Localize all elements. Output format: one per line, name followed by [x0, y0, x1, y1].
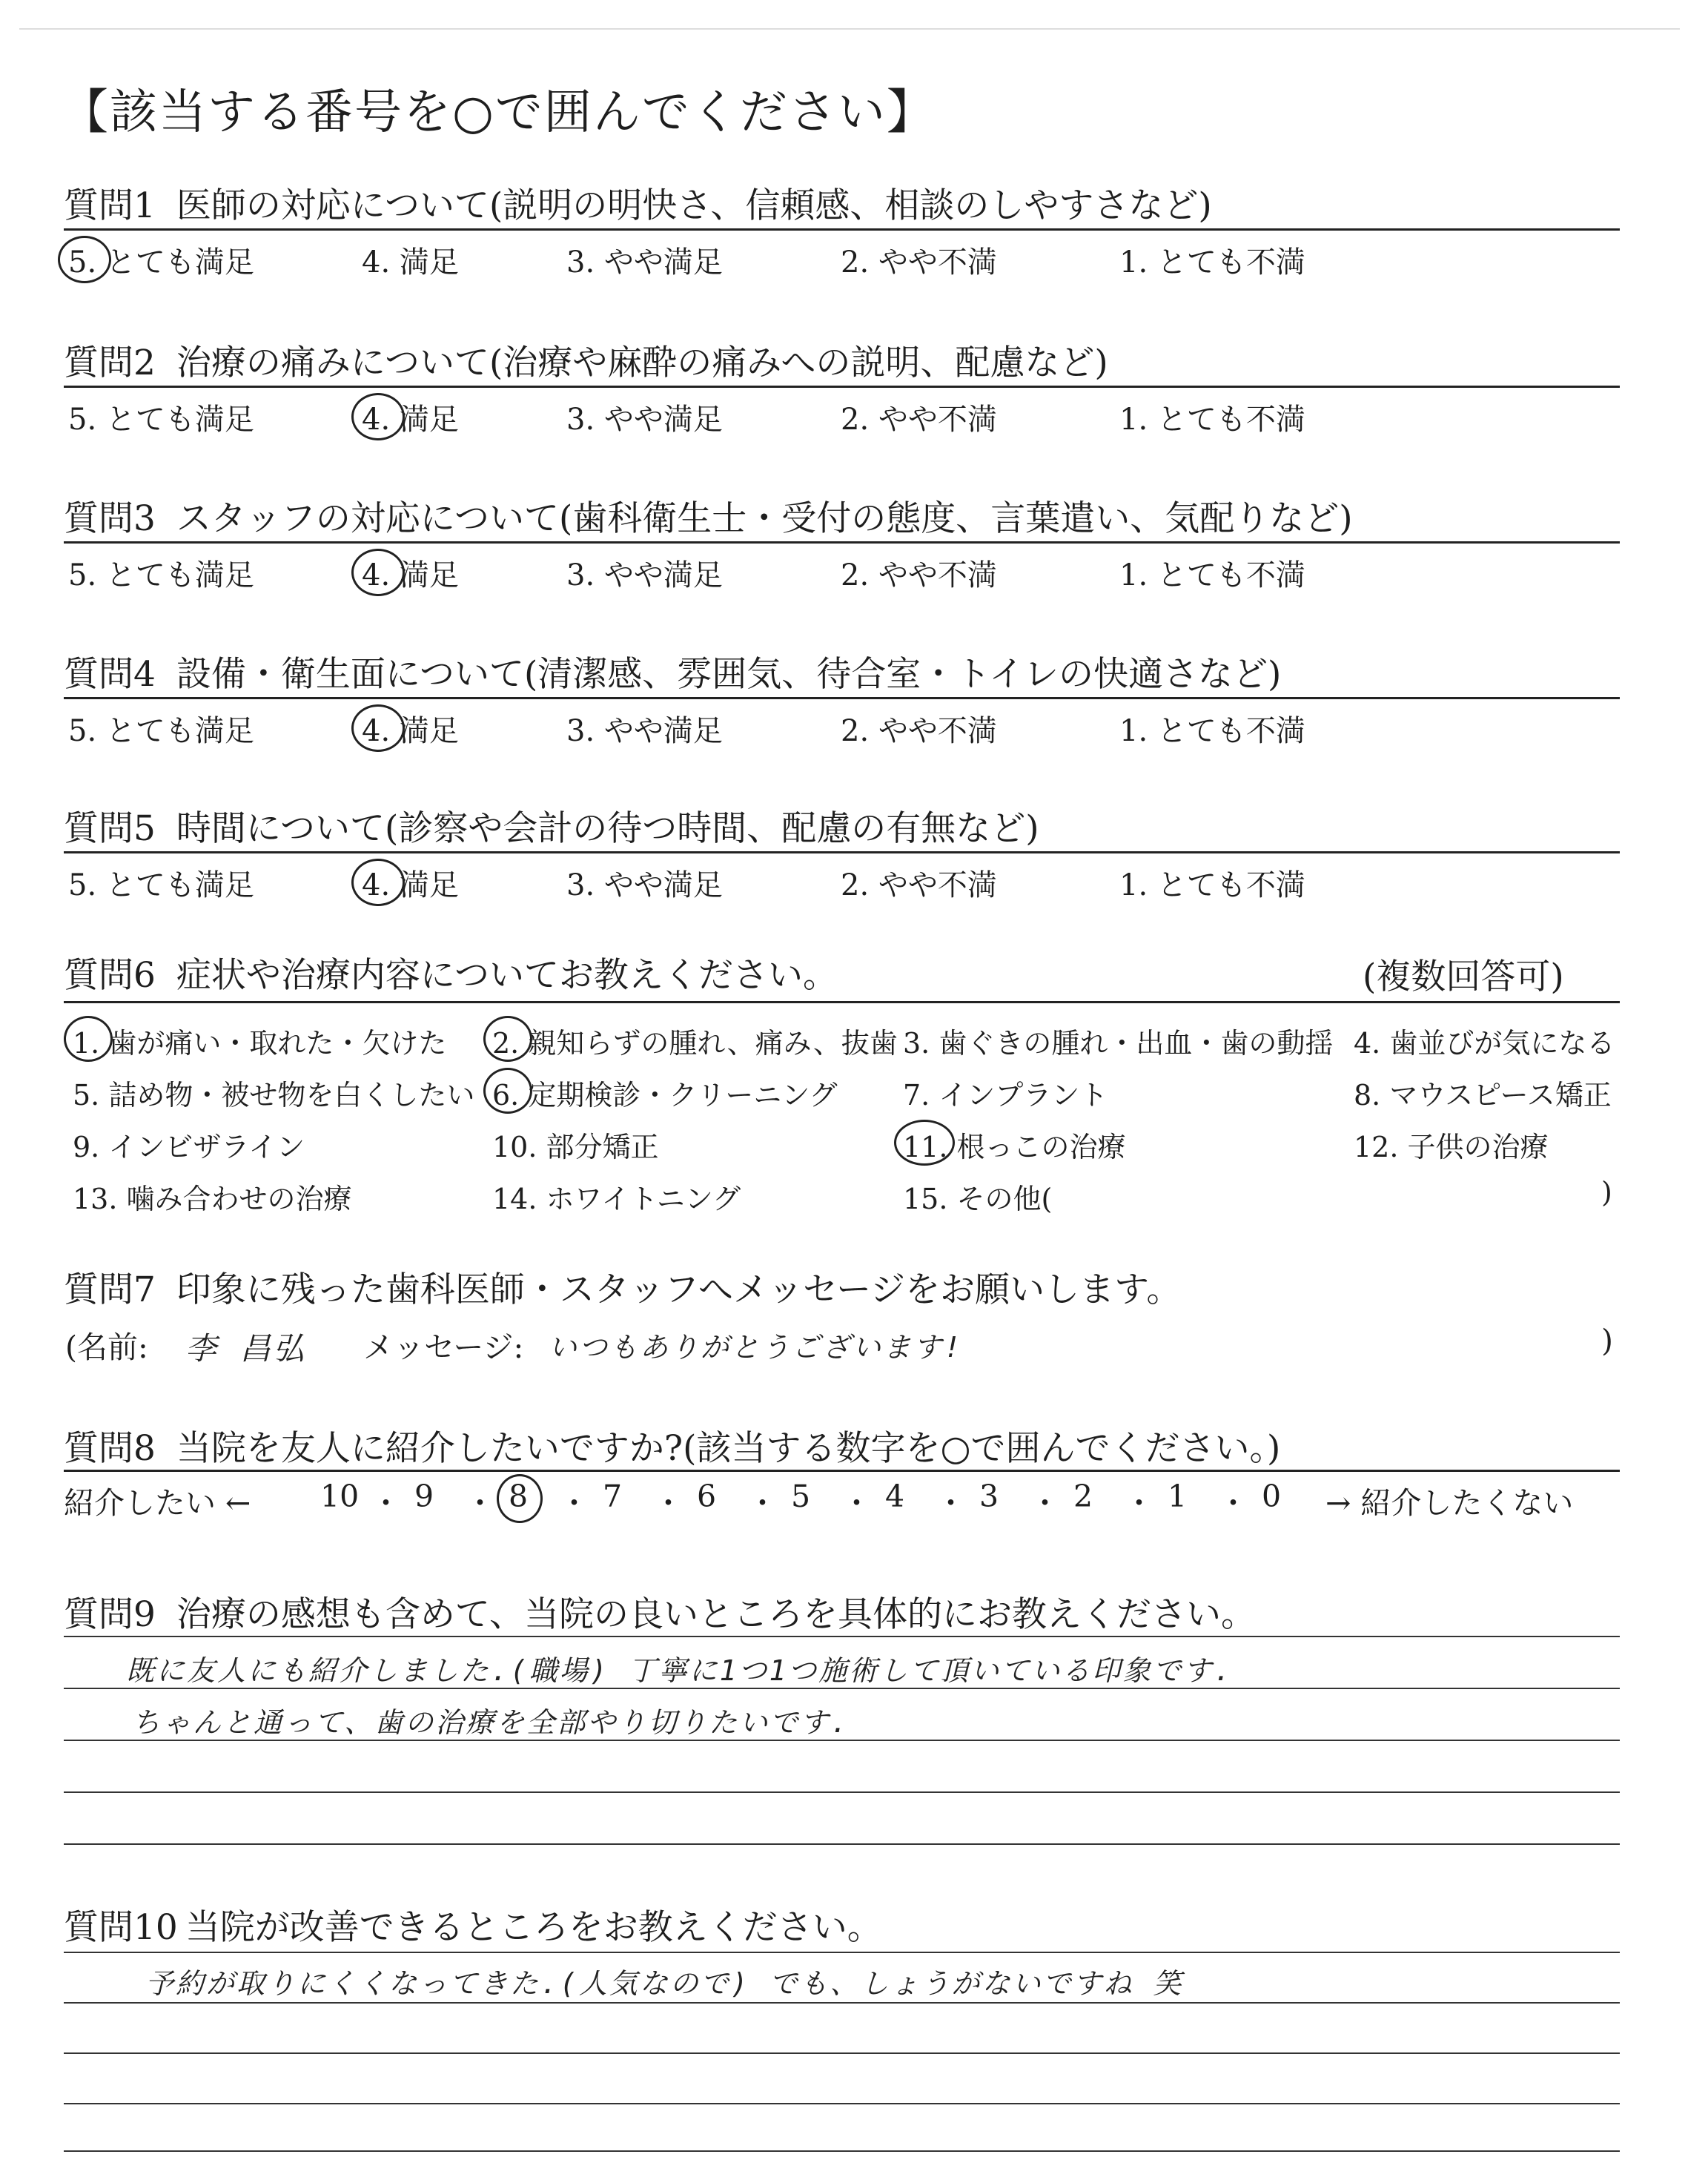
q2-text: 治療の痛みについて(治療や麻酔の痛みへの説明、配慮など): [176, 343, 1108, 383]
q4-option[interactable]: 2. やや不満: [841, 714, 997, 748]
q1-title: [64, 178, 1212, 228]
q6-option[interactable]: 5. 詰め物・被せ物を白くしたい: [73, 1079, 475, 1112]
q1-option[interactable]: 5. とても満足: [68, 245, 254, 280]
q10-line-rule: [64, 2002, 1620, 2004]
q3-option[interactable]: 4. 満足: [362, 558, 459, 592]
q5-rule: [64, 851, 1620, 853]
q6-option[interactable]: 2. 親知らずの腫れ、痛み、抜歯: [492, 1027, 898, 1060]
q8-scale-separator: ・: [1124, 1485, 1154, 1521]
q6-option[interactable]: 11. 根っこの治療: [903, 1131, 1126, 1163]
q3-rule: [64, 541, 1620, 544]
q10-line-rule: [64, 2150, 1620, 2152]
q8-scale-separator: ・: [936, 1485, 966, 1521]
q8-scale-separator: ・: [465, 1485, 495, 1521]
q9-title: [64, 1587, 1256, 1636]
q8-text: 当院を友人に紹介したいですか?(該当する数字を○で囲んでください。): [176, 1428, 1281, 1469]
selection-circle-mark: [351, 704, 405, 752]
selection-circle-mark: [497, 1474, 543, 1523]
q8-scale-value[interactable]: 10: [320, 1479, 360, 1514]
q6-option[interactable]: 10. 部分矯正: [492, 1131, 659, 1163]
q5-option[interactable]: 1. とても不満: [1119, 868, 1305, 902]
page-heading: 【該当する番号を○で囲んでください】: [61, 85, 936, 140]
q8-scale-value[interactable]: 7: [603, 1479, 623, 1514]
q5-option[interactable]: 4. 満足: [362, 868, 459, 902]
q10-answer-line[interactable]: 予約が取りにくくなってきた.(人気なので) でも、しょうがないですね 笑: [145, 1967, 1184, 2000]
q8-number: 質問8: [64, 1428, 156, 1469]
q4-number: 質問4: [64, 654, 156, 695]
q1-option[interactable]: 2. やや不満: [841, 245, 997, 280]
q3-option[interactable]: 1. とても不満: [1119, 558, 1305, 592]
q3-text: スタッフの対応について(歯科衛生士・受付の態度、言葉遣い、気配りなど): [176, 498, 1353, 539]
q10-line-rule: [64, 1952, 1620, 1953]
q8-scale-separator: ・: [841, 1485, 872, 1521]
q8-right-label: → 紹介したくない: [1325, 1485, 1574, 1521]
q8-rule: [64, 1470, 1620, 1472]
q10-number: 質問10: [64, 1907, 178, 1948]
q6-option[interactable]: 13. 噛み合わせの治療: [73, 1183, 352, 1215]
selection-circle-mark: [64, 1016, 113, 1062]
q4-rule: [64, 697, 1620, 699]
q2-option[interactable]: 1. とても不満: [1119, 403, 1305, 437]
selection-circle-mark: [58, 236, 111, 283]
q6-title: [64, 948, 838, 997]
q8-scale-value[interactable]: 5: [791, 1479, 811, 1514]
q10-line-rule: [64, 2052, 1620, 2054]
q2-option[interactable]: 2. やや不満: [841, 403, 997, 437]
q7-name-label: (名前:: [65, 1330, 148, 1365]
q9-answer-line[interactable]: ちゃんと通って、歯の治療を全部やり切りたいです.: [132, 1706, 850, 1739]
q8-scale-separator: ・: [1218, 1485, 1248, 1521]
q5-number: 質問5: [64, 808, 156, 849]
q6-option[interactable]: 9. インビザライン: [73, 1131, 305, 1163]
q9-line-rule: [64, 1636, 1620, 1637]
q5-option[interactable]: 5. とても満足: [68, 868, 254, 902]
q8-scale-value[interactable]: 3: [979, 1479, 999, 1514]
q1-number: 質問1: [64, 185, 156, 226]
q10-line-rule: [64, 2103, 1620, 2104]
q8-scale-value[interactable]: 9: [414, 1479, 434, 1514]
q2-number: 質問2: [64, 343, 156, 383]
q3-title: [64, 491, 1353, 541]
q5-text: 時間について(診察や会計の待つ時間、配慮の有無など): [176, 808, 1039, 849]
q8-left-label: 紹介したい ←: [64, 1485, 251, 1521]
selection-circle-mark: [483, 1068, 532, 1114]
q1-option[interactable]: 3. やや満足: [566, 245, 723, 280]
q8-scale-separator: ・: [747, 1485, 778, 1521]
q3-option[interactable]: 2. やや不満: [841, 558, 997, 592]
q6-option[interactable]: 7. インプラント: [903, 1079, 1108, 1112]
q8-scale-separator: ・: [559, 1485, 589, 1521]
q4-text: 設備・衛生面について(清潔感、雰囲気、待合室・トイレの快適さなど): [176, 654, 1282, 695]
page-top-edge: [19, 28, 1680, 30]
q6-option[interactable]: 8. マウスピース矯正: [1354, 1079, 1612, 1112]
q2-rule: [64, 386, 1620, 388]
q4-option[interactable]: 4. 満足: [362, 714, 459, 748]
q2-title: [64, 335, 1108, 385]
q6-option[interactable]: 6. 定期検診・クリーニング: [492, 1079, 838, 1112]
q9-text: 治療の感想も含めて、当院の良いところを具体的にお教えください。: [176, 1594, 1256, 1635]
q7-close-paren: ): [1601, 1323, 1613, 1358]
q8-scale-separator: ・: [1030, 1485, 1060, 1521]
selection-circle-mark: [351, 549, 405, 596]
q9-number: 質問9: [64, 1594, 156, 1635]
q3-option[interactable]: 3. やや満足: [566, 558, 723, 592]
q5-option[interactable]: 3. やや満足: [566, 868, 723, 902]
q3-option[interactable]: 5. とても満足: [68, 558, 254, 592]
q7-name-value[interactable]: 李 昌弘: [185, 1330, 307, 1367]
q6-option: ): [1601, 1176, 1612, 1209]
q7-title: [64, 1262, 1181, 1312]
q6-option[interactable]: 12. 子供の治療: [1354, 1131, 1549, 1163]
q9-line-rule: [64, 1843, 1620, 1845]
q10-title: [64, 1900, 882, 1949]
q4-option[interactable]: 5. とても満足: [68, 714, 254, 748]
q8-scale-separator: ・: [653, 1485, 683, 1521]
q6-option[interactable]: 14. ホワイトニング: [492, 1183, 741, 1215]
q4-option[interactable]: 1. とても不満: [1119, 714, 1305, 748]
q6-note: (複数回答可): [1363, 957, 1564, 997]
q2-option[interactable]: 4. 満足: [362, 403, 459, 437]
q6-option[interactable]: 4. 歯並びが気になる: [1354, 1027, 1615, 1060]
selection-circle-mark: [351, 859, 405, 906]
q3-number: 質問3: [64, 498, 156, 539]
q8-scale-value[interactable]: 6: [697, 1479, 717, 1514]
q5-option[interactable]: 2. やや不満: [841, 868, 997, 902]
q6-text: 症状や治療内容についてお教えください。: [176, 955, 838, 996]
q8-scale-separator: ・: [371, 1485, 401, 1521]
q7-number: 質問7: [64, 1269, 156, 1310]
q1-text: 医師の対応について(説明の明快さ、信頼感、相談のしやすさなど): [176, 185, 1212, 226]
q7-text: 印象に残った歯科医師・スタッフへメッセージをお願いします。: [176, 1269, 1182, 1310]
q6-option[interactable]: 15. その他(: [903, 1183, 1053, 1215]
selection-circle-mark: [351, 393, 405, 440]
q8-title: [64, 1421, 1280, 1470]
q7-message-label: メッセージ:: [363, 1330, 524, 1365]
q6-option[interactable]: 1. 歯が痛い・取れた・欠けた: [73, 1027, 447, 1060]
q2-option[interactable]: 3. やや満足: [566, 403, 723, 437]
selection-circle-mark: [483, 1016, 532, 1062]
q1-option[interactable]: 4. 満足: [362, 245, 459, 280]
q9-line-rule: [64, 1791, 1620, 1793]
q5-title: [64, 801, 1039, 851]
q4-option[interactable]: 3. やや満足: [566, 714, 723, 748]
q8-scale-value[interactable]: 8: [509, 1479, 529, 1514]
q9-answer-line[interactable]: 既に友人にも紹介しました.(職場) 丁寧に1つ1つ施術して頂いている印象です.: [126, 1654, 1234, 1687]
q8-scale-value[interactable]: 0: [1262, 1479, 1282, 1514]
selection-circle-mark: [894, 1120, 955, 1166]
q8-scale-value[interactable]: 2: [1073, 1479, 1093, 1514]
q7-message-value[interactable]: いつもありがとうございます!: [549, 1331, 963, 1364]
q6-rule: [64, 1001, 1620, 1003]
q1-rule: [64, 228, 1620, 231]
q1-option[interactable]: 1. とても不満: [1119, 245, 1305, 280]
q2-option[interactable]: 5. とても満足: [68, 403, 254, 437]
q8-scale-value[interactable]: 4: [885, 1479, 905, 1514]
q10-text: 当院が改善できるところをお教えください。: [185, 1907, 882, 1948]
q6-option[interactable]: 3. 歯ぐきの腫れ・出血・歯の動揺: [903, 1027, 1334, 1060]
q4-title: [64, 647, 1281, 696]
q8-scale-value[interactable]: 1: [1168, 1479, 1188, 1514]
q6-number: 質問6: [64, 955, 156, 996]
